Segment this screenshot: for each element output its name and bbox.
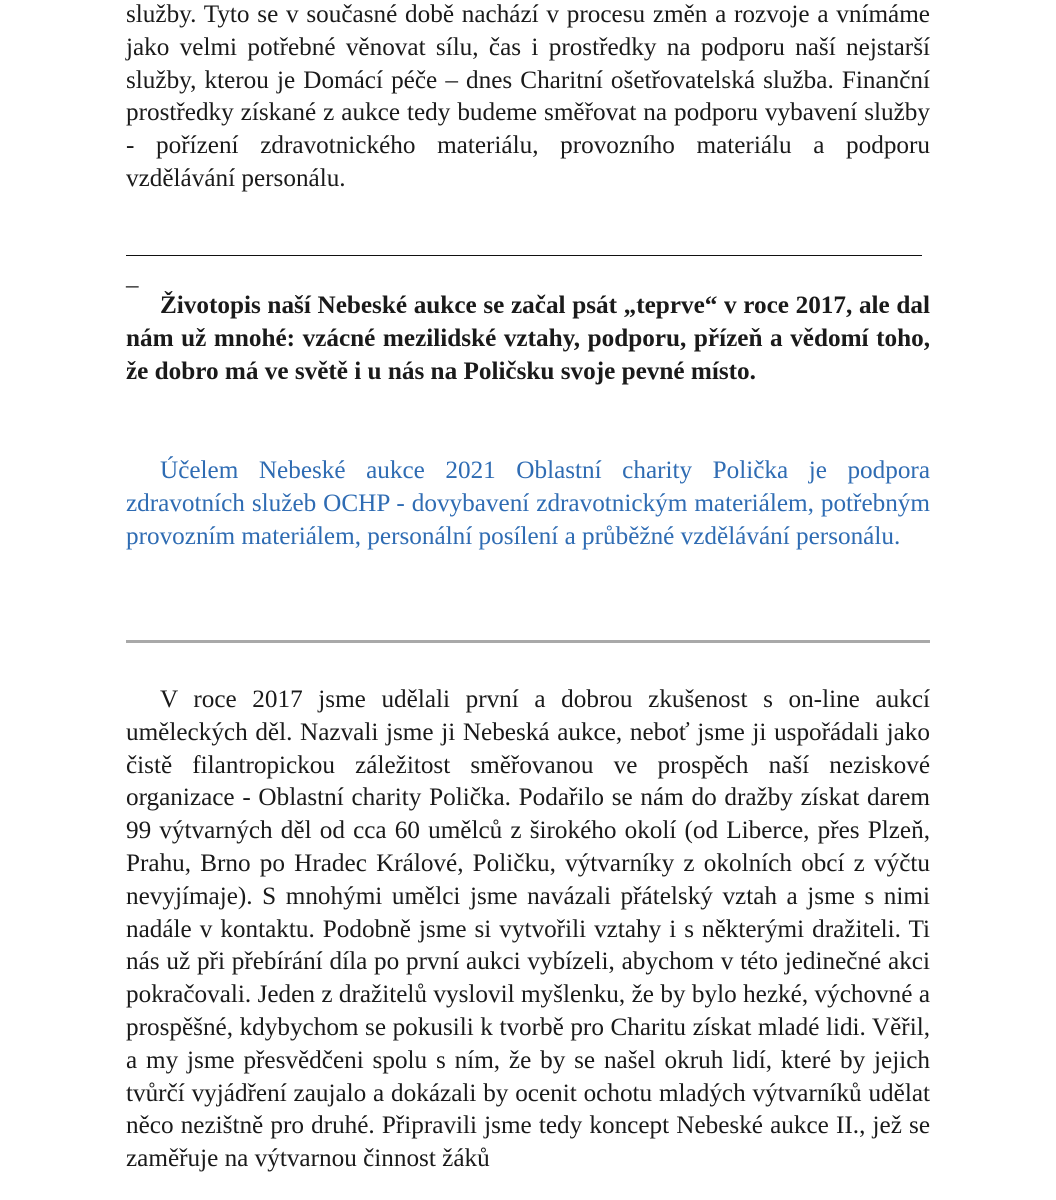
purpose-text: Účelem Nebeské aukce 2021 Oblastní charity Polička je podpora zdravotních služeb OCHP - dovybavení zdravotnickým materiálem, potřebným provozním materiálem, personální posílení a průběžné vzdělávání personálu. — [126, 457, 930, 550]
paragraph-top: služby. Tyto se v současné době nachází v procesu změn a rozvoje a vnímáme jako velmi potřebné věnovat sílu, čas i prostředky na podporu naší nejstarší služby, kterou je Domácí péče – dnes Charitní ošetřovatelská služba. Finanční prostředky získané z aukce tedy budeme směřovat na podporu vybavení služby - pořízení zdravotnického materiálu, provozního materiálu a podporu vzdělávání personálu. — [126, 1, 930, 192]
bold-intro-text: Životopis naší Nebeské aukce se začal psát „teprve“ v roce 2017, ale dal nám už mnohé: vzácné mezilidské vztahy, podporu, přízeň a vědomí toho, že dobro má ve světě i u nás na Poličsku svoje pevné místo. — [126, 292, 930, 385]
bold-intro-paragraph — [126, 290, 930, 388]
black-divider-line — [126, 255, 922, 256]
dash-mark: – — [126, 272, 139, 299]
history-text: V roce 2017 jsme udělali první a dobrou zkušenost s on-line aukcí uměleckých děl. Nazvali jsme ji Nebeská aukce, neboť jsme ji uspořádali jako čistě filantropickou záležitost směřovanou ve prospěch naší neziskové organizace - Oblastní charity Polička. Podařilo se nám do dražby získat darem 99 výtvarných děl od cca 60 umělců z širokého okolí (od Liberce, přes Plzeň, Prahu, Brno po Hradec Králové, Poličku, výtvarníky z okolních obcí z výčtu nevyjímaje). S mnohými umělci jsme navázali přátelský vztah a jsme s nimi nadále v kontaktu. Podobně jsme si vytvořili vztahy i s některými dražiteli. Ti nás už při přebírání díla po první aukci vybízeli, abychom v této jedinečné akci pokračovali. Jeden z dražitelů vyslovil myšlenku, že by bylo hezké, výchovné a prospěšné, kdybychom se pokusili k tvorbě pro Charitu získat mladé lidi. Věřil, a my jsme přesvědčeni spolu s ním, že by se našel okruh lidí, které by jejich tvůrčí vyjádření zaujalo a dokázali by ocenit ochotu mladých výtvarníků udělat něco nezištně pro druhé. Připravili jsme tedy koncept Nebeské aukce II., jež se zaměřuje na výtvarnou činnost žáků — [126, 686, 930, 1173]
purpose-paragraph — [126, 455, 930, 553]
history-paragraph — [126, 684, 930, 1176]
gray-divider-line — [126, 640, 930, 643]
